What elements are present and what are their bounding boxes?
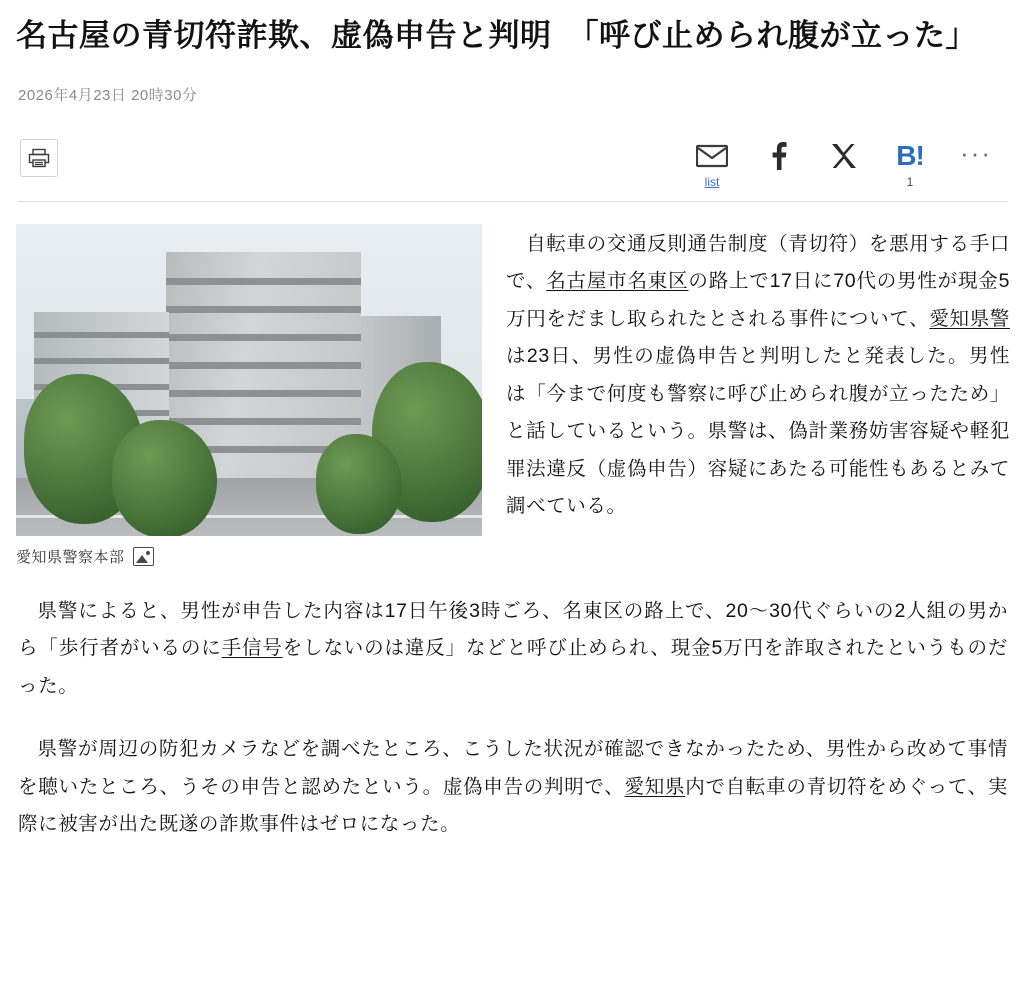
- lead-part-2: の路上で17日に70代の男性が現金5万円をだまし取られたとされる事件について、: [506, 270, 1011, 330]
- lead-part-3: は23日、男性の虚偽申告と判明したと発表した。男性は「今まで何度も警察に呼び止められ腹が立ったため」と話しているという。県警は、偽計業務妨害容疑や軽犯罪法違反（虚偽申告）容疑にあたる可能性もあるとみて調べている。: [506, 345, 1010, 518]
- article-figure: [16, 224, 482, 567]
- page-title: 名古屋の青切符詐欺、虚偽申告と判明 「呼び止められ腹が立った」: [16, 18, 977, 53]
- image-gallery-icon[interactable]: [133, 547, 154, 566]
- photo-caption-row: [16, 546, 482, 567]
- p2-part-1: 県警によると、男性が申告した内容は17日午後3時ごろ、名東区の路上で、20〜30代ぐらいの2人組の男から「歩行者がいるのに: [18, 600, 1008, 660]
- photo-caption: 愛知県警察本部: [16, 549, 125, 567]
- p3-part-2: 内で自転車の青切符をめぐって、実際に被害が出た既遂の詐欺事件はゼロになった。: [18, 775, 1008, 836]
- p2-part-2: をしないのは違反」などと呼び止められ、現金5万円を詐取されたというものだった。: [18, 637, 1008, 697]
- share-buttons: [692, 139, 1004, 189]
- share-x-button[interactable]: [824, 139, 864, 175]
- lead-section: [16, 224, 1010, 567]
- article-photo[interactable]: [16, 224, 482, 536]
- lead-paragraph: [506, 224, 1010, 526]
- body-paragraph-2: [18, 593, 1008, 705]
- photo-tree: [112, 420, 217, 536]
- x-twitter-icon: [830, 139, 858, 173]
- body-paragraph-3: [18, 731, 1008, 843]
- print-button[interactable]: [20, 139, 58, 177]
- hatena-bookmark-icon: B!: [896, 140, 924, 172]
- share-hatena-count: 1: [906, 175, 914, 190]
- lead-link-meitoku[interactable]: 名古屋市名東区: [546, 270, 689, 293]
- share-hatena-button[interactable]: [890, 139, 930, 189]
- lead-part-1: 自転車の交通反則通告制度（青切符）を悪用する手口で、: [506, 233, 1010, 293]
- p3-link-aichi[interactable]: 愛知県: [624, 775, 686, 798]
- share-mail-sublabel[interactable]: list: [704, 175, 720, 190]
- mail-icon: [696, 139, 728, 173]
- article-timestamp: 2026年4月23日 20時30分: [18, 87, 198, 105]
- facebook-icon: [765, 139, 791, 173]
- article-toolbar: [16, 139, 1010, 189]
- toolbar-divider: [18, 201, 1008, 202]
- p2-link-hand-signal[interactable]: 手信号: [221, 637, 283, 660]
- share-mail-button[interactable]: [692, 139, 732, 189]
- share-facebook-button[interactable]: [758, 139, 798, 175]
- photo-tree: [316, 434, 402, 534]
- more-options-button[interactable]: [956, 139, 996, 167]
- ellipsis-icon: ···: [960, 138, 992, 169]
- lead-link-aichi-police[interactable]: 愛知県警: [929, 307, 1010, 330]
- printer-icon: [28, 148, 50, 168]
- p3-part-1: 県警が周辺の防犯カメラなどを調べたところ、こうした状況が確認できなかったため、男性から改めて事情を聴いたところ、うその申告と認めたという。虚偽申告の判明で、: [18, 738, 1008, 798]
